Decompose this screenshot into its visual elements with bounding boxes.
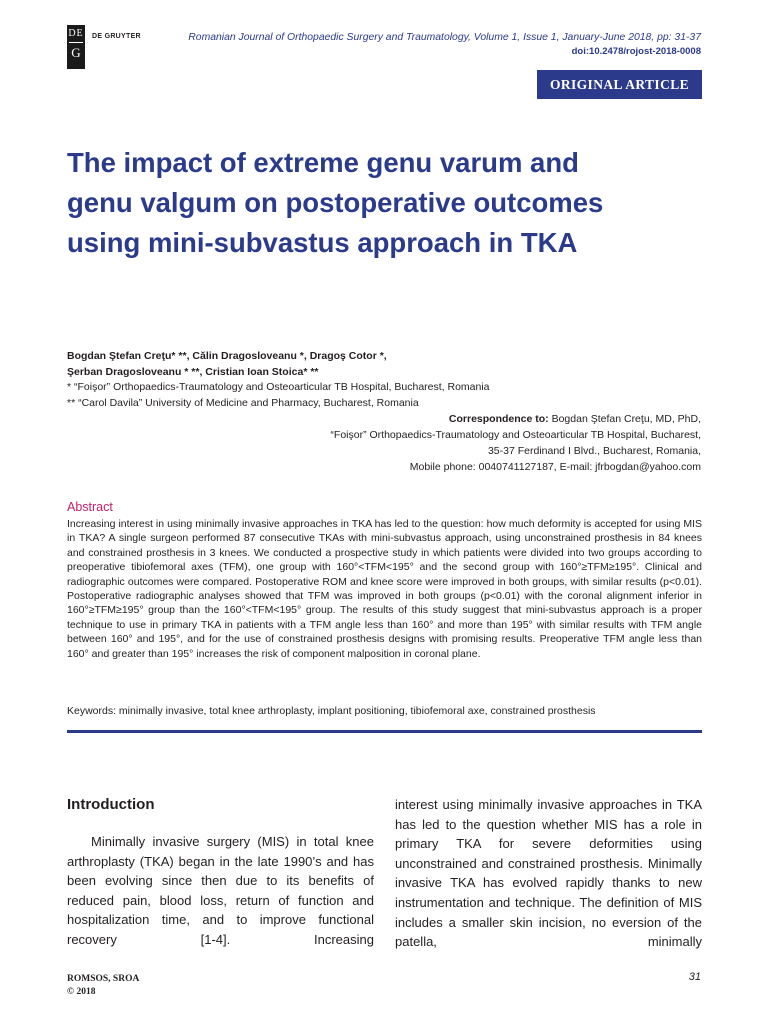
footer-publisher-name: ROMSOS, SROA — [67, 974, 140, 984]
author-list — [67, 348, 387, 380]
body-text: Minimally invasive surgery (MIS) in total knee arthroplasty (TKA) began in the late 1990’s and has been evolving since then due to its benefits of reduced pain, blood loss, return of function and hospitalization time, and to improve functional recovery [1-4]. Increasing — [67, 834, 374, 947]
logo-divider — [69, 42, 83, 43]
body-column-left — [67, 832, 374, 950]
introduction-heading: Introduction — [67, 796, 155, 813]
logo-bottom-text: G — [71, 45, 81, 60]
publisher-name: DE GRUYTER — [92, 33, 141, 40]
affiliation-line: * “Foişor” Orthopaedics-Traumatology and Osteoarticular TB Hospital, Bucharest, Romania — [67, 381, 490, 393]
logo-top-text: DE — [68, 28, 84, 39]
affiliation-line: ** “Carol Davila” University of Medicine and Pharmacy, Bucharest, Romania — [67, 397, 419, 409]
abstract-text: Increasing interest in using minimally invasive approaches in TKA has led to the question: how much deformity is accepted for using MIS in TKA? A single surgeon performed 87 consecutive TKAs with mini-subvastus approach, using unconstrained prosthesis in 84 knees and constrained prosthesis in 3 knees. We conducted a prospective study in which patients were divided into two groups according to preoperative tibiofemoral axes (TFM), one group with 160°<TFM<195° and the second group with 160°≥TFM≥195°. Clinical and radiographic outcomes were compared. Postoperative ROM and knee score were improved in both groups, with similar results (p<0.01). Postoperative radiographic analyses showed that TFM was improved in both groups (p<0.01) with the coronal alignment inferior in 160°≥TFM≥195° group than the 160°<TFM<195° group. The results of this study suggest that mini-subvastus approach is a proper technique to use in primary TKA in patients with a TFM angle less than 160° and more than 195° with similar results with TFM angle between 160° and 195°, and for the use of constrained prosthesis designs with promising results. Preoperative TFM angle less than 160° and greater than 195° increases the risk of component malposition in coronal plane. — [67, 518, 702, 660]
publisher-logo — [67, 25, 85, 69]
page-number: 31 — [688, 971, 701, 983]
article-title: The impact of extreme genu varum and genu valgum on postoperative outcomes using mini-subvastus approach in TKA — [67, 147, 604, 258]
doi-link[interactable]: doi:10.2478/rojost-2018-0008 — [571, 46, 701, 57]
correspondence-line: “Foişor” Orthopaedics-Traumatology and Osteoarticular TB Hospital, Bucharest, — [330, 429, 701, 441]
correspondence-line: 35-37 Ferdinand I Blvd., Bucharest, Romania, — [487, 445, 701, 457]
keywords: Keywords: minimally invasive, total knee arthroplasty, implant positioning, tibiofemoral axe, constrained prosthesis — [67, 705, 596, 717]
section-divider — [67, 730, 702, 733]
affiliations — [67, 379, 490, 411]
correspondence-name: Bogdan Ştefan Creţu, MD, PhD, — [548, 413, 701, 425]
author-line: Bogdan Ştefan Creţu* **, Călin Dragosloveanu *, Dragoş Cotor *, — [67, 350, 387, 362]
correspondence-label: Correspondence to: — [448, 413, 549, 425]
correspondence-block — [330, 411, 701, 475]
correspondence-contact: Mobile phone: 0040741127187, E-mail: jfrbogdan@yahoo.com — [409, 461, 701, 473]
footer-publisher — [67, 973, 139, 999]
abstract-heading: Abstract — [67, 500, 113, 514]
body-column-right: interest using minimally invasive approaches in TKA has led to the question whether MIS has a role in primary TKA for severe deformities using unconstrained and constrained prosthesis. Minimally invasive TKA has evolved rapidly thanks to new instrumentation and technique. The definition of MIS includes a smaller skin incision, no eversion of the patella, minimally — [395, 797, 702, 950]
correspondence-line — [330, 411, 701, 427]
journal-citation: Romanian Journal of Orthopaedic Surgery and Traumatology, Volume 1, Issue 1, January-June 2018, pp: 31-37 — [188, 32, 701, 43]
article-type-badge: ORIGINAL ARTICLE — [537, 70, 702, 99]
author-line: Şerban Dragosloveanu * **, Cristian Ioan Stoica* ** — [67, 366, 319, 378]
footer-copyright: © 2018 — [67, 987, 96, 997]
